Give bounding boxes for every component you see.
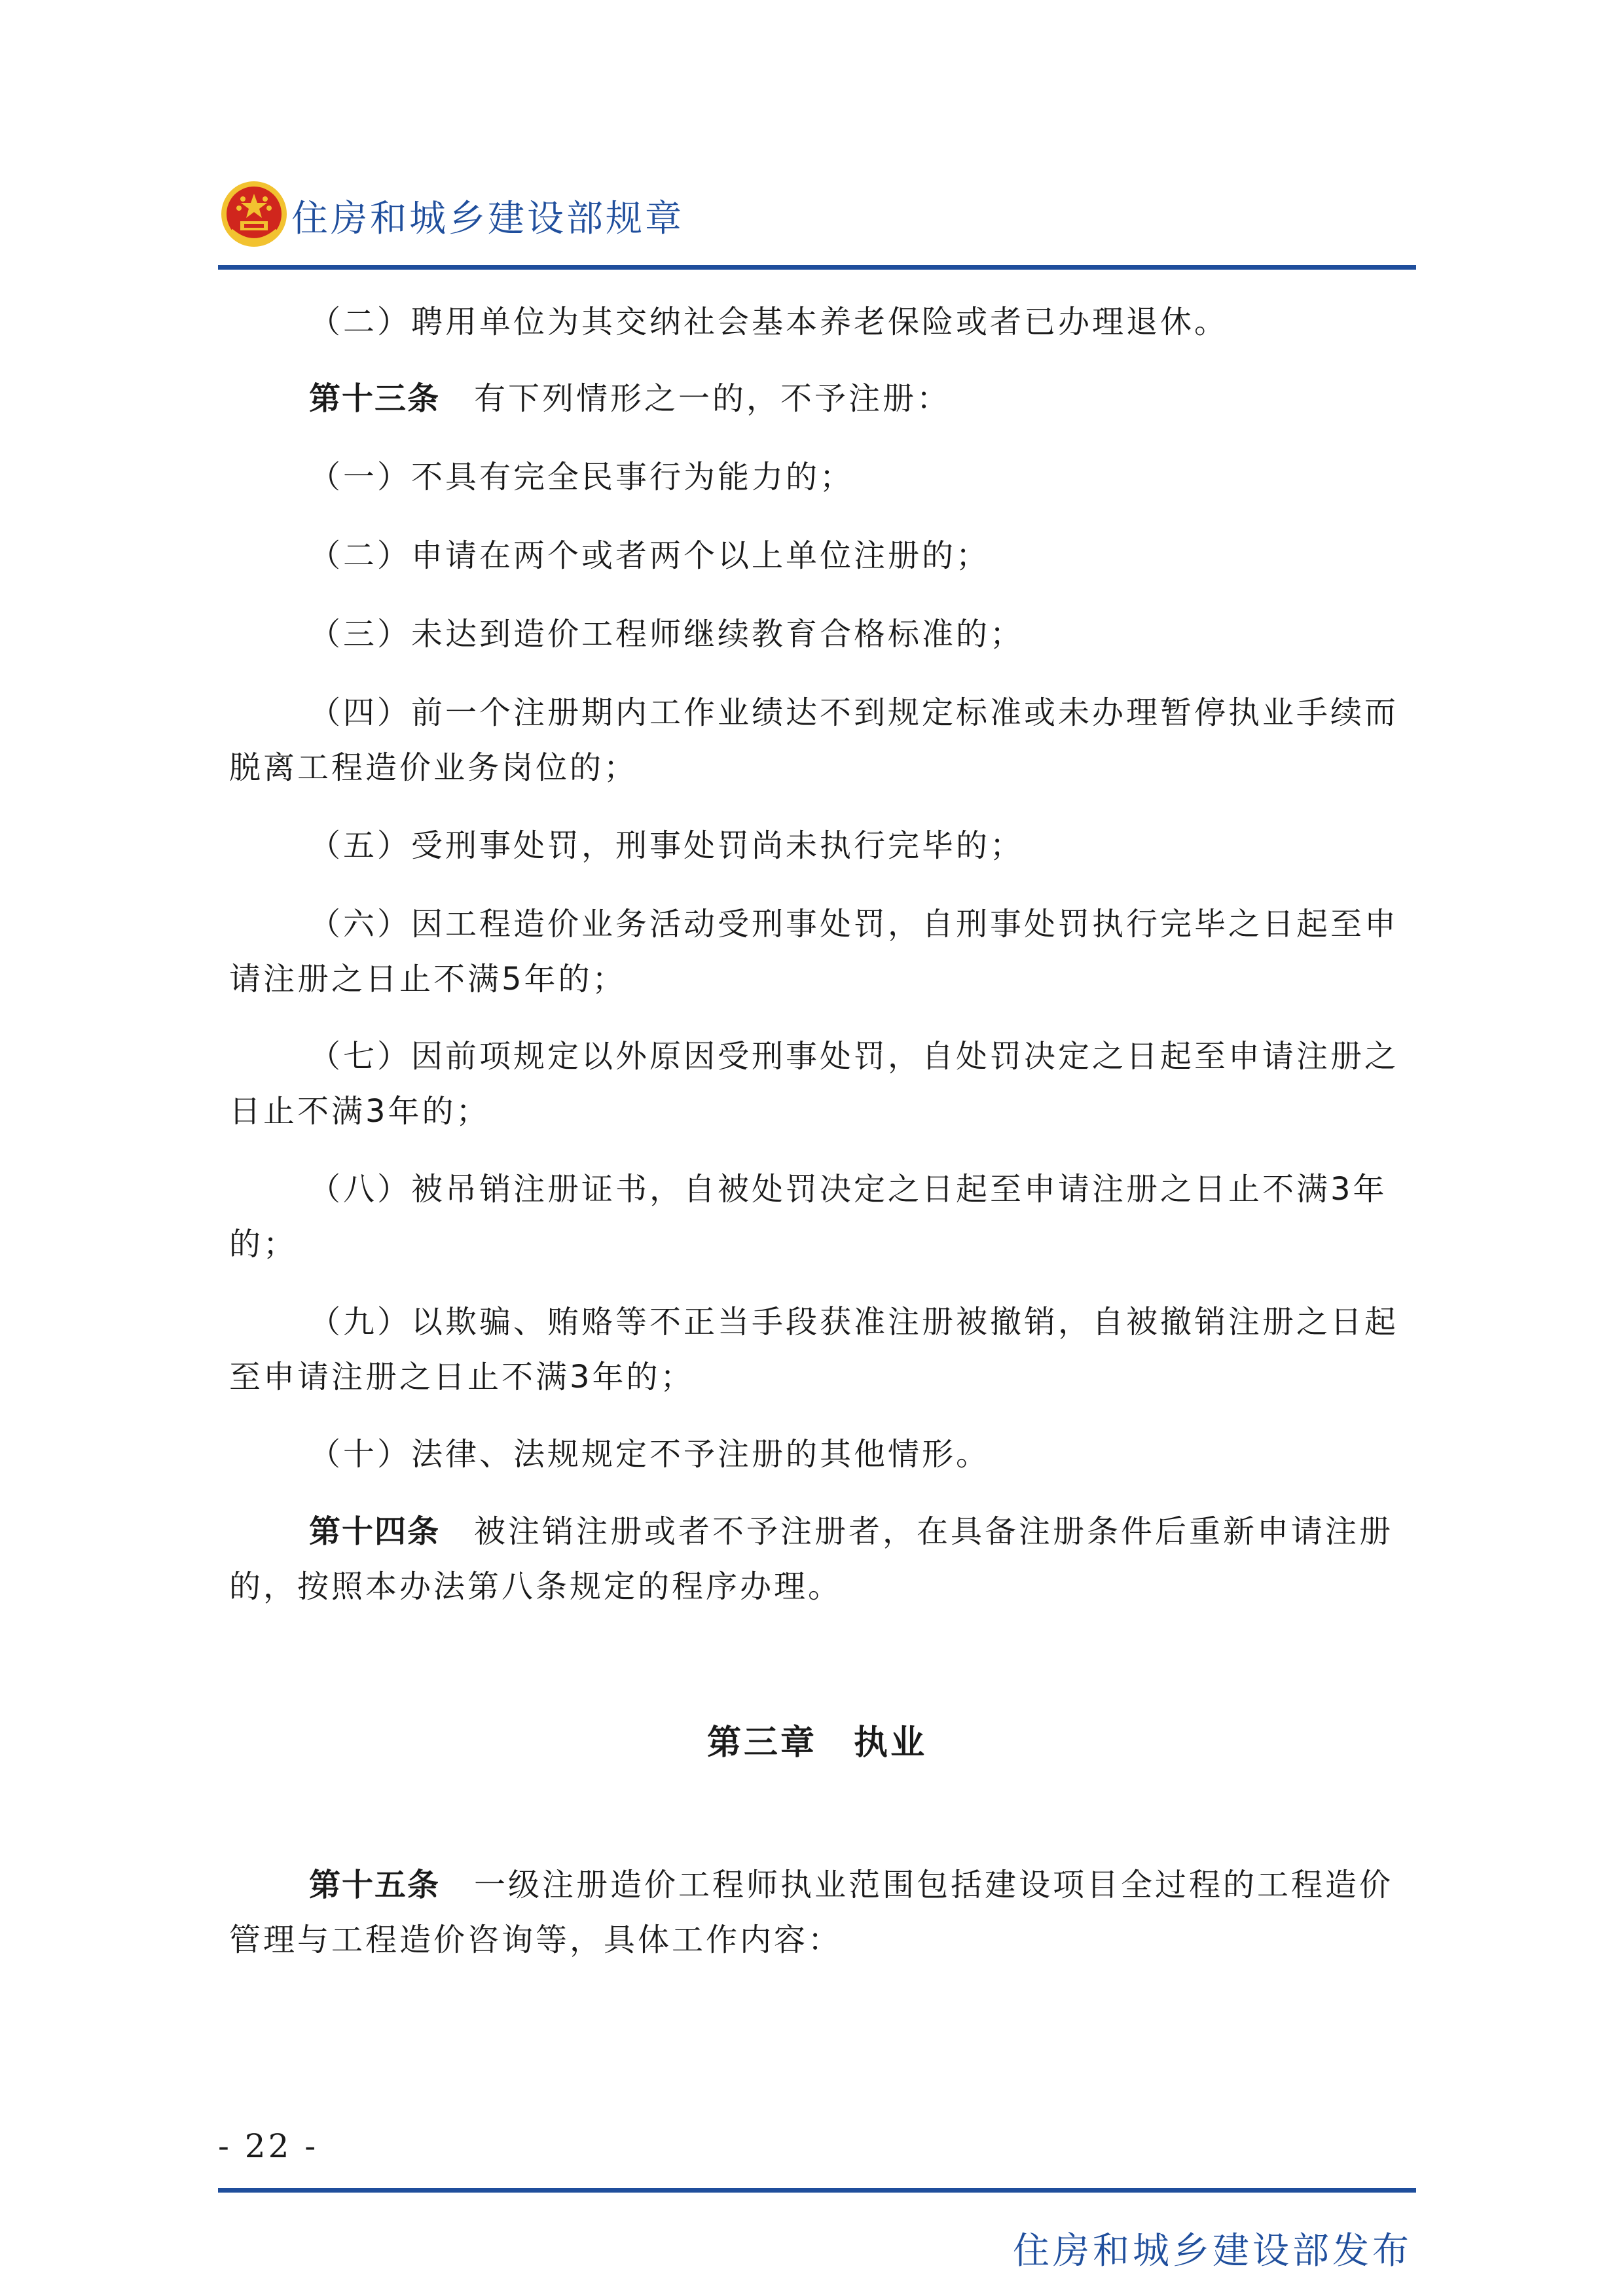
- paragraph: [229, 528, 1408, 583]
- paragraph-text: （二）聘用单位为其交纳社会基本养老保险或者已办理退休。: [309, 304, 1229, 340]
- paragraph: [229, 450, 1408, 505]
- paragraph-text: （二）申请在两个或者两个以上单位注册的；: [309, 537, 991, 574]
- paragraph: [229, 607, 1408, 662]
- paragraph: [229, 818, 1408, 873]
- footer-rule: [218, 2188, 1416, 2193]
- paragraph: [229, 1029, 1408, 1139]
- header-rule: [218, 265, 1416, 270]
- page-number: - 22 -: [218, 2127, 319, 2165]
- chapter-heading: 第三章 执业: [706, 1723, 927, 1763]
- paragraph-text: （五）受刑事处罚，刑事处罚尚未执行完毕的；: [309, 827, 1025, 864]
- footer-publisher: 住房和城乡建设部发布: [1013, 2230, 1412, 2272]
- paragraph-text: 一级注册造价工程师执业范围包括建设项目全过程的工程造价管理与工程造价咨询等，具体工作内容：: [229, 1867, 1394, 1958]
- paragraph-text: （十）法律、法规规定不予注册的其他情形。: [309, 1436, 991, 1473]
- paragraph: [229, 685, 1408, 795]
- paragraph: [229, 1295, 1408, 1405]
- paragraph: [229, 1162, 1408, 1272]
- paragraph-text: （八）被吊销注册证书，自被处罚决定之日起至申请注册之日止不满3年的；: [229, 1171, 1387, 1263]
- article-label: 第十五条: [309, 1867, 441, 1903]
- paragraph-text: （三）未达到造价工程师继续教育合格标准的；: [309, 616, 1025, 653]
- paragraph: [229, 295, 1408, 350]
- paragraph-text: 有下列情形之一的，不予注册：: [474, 380, 951, 417]
- article-label: 第十三条: [309, 380, 441, 417]
- header-title: 住房和城乡建设部规章: [291, 198, 684, 240]
- paragraph: [229, 1857, 1408, 1967]
- paragraph: [229, 897, 1408, 1007]
- paragraph: [229, 1504, 1408, 1614]
- paragraph-text: （一）不具有完全民事行为能力的；: [309, 459, 854, 495]
- paragraph-text: 被注销注册或者不予注册者，在具备注册条件后重新申请注册的，按照本办法第八条规定的程序办理。: [229, 1513, 1394, 1605]
- paragraph: [229, 371, 1408, 426]
- paragraph: [229, 1427, 1408, 1482]
- national-emblem-icon: [218, 178, 290, 250]
- page-header: [218, 178, 1416, 257]
- article-label: 第十四条: [309, 1513, 441, 1550]
- paragraph-text: （七）因前项规定以外原因受刑事处罚，自处罚决定之日起至申请注册之日止不满3年的；: [229, 1038, 1399, 1130]
- paragraph-text: （四）前一个注册期内工作业绩达不到规定标准或未办理暂停执业手续而脱离工程造价业务岗位的；: [229, 694, 1399, 786]
- paragraph-text: （九）以欺骗、贿赂等不正当手段获准注册被撤销，自被撤销注册之日起至申请注册之日止不满3年的；: [229, 1304, 1399, 1395]
- paragraph-text: （六）因工程造价业务活动受刑事处罚，自刑事处罚执行完毕之日起至申请注册之日止不满5年的；: [229, 906, 1399, 997]
